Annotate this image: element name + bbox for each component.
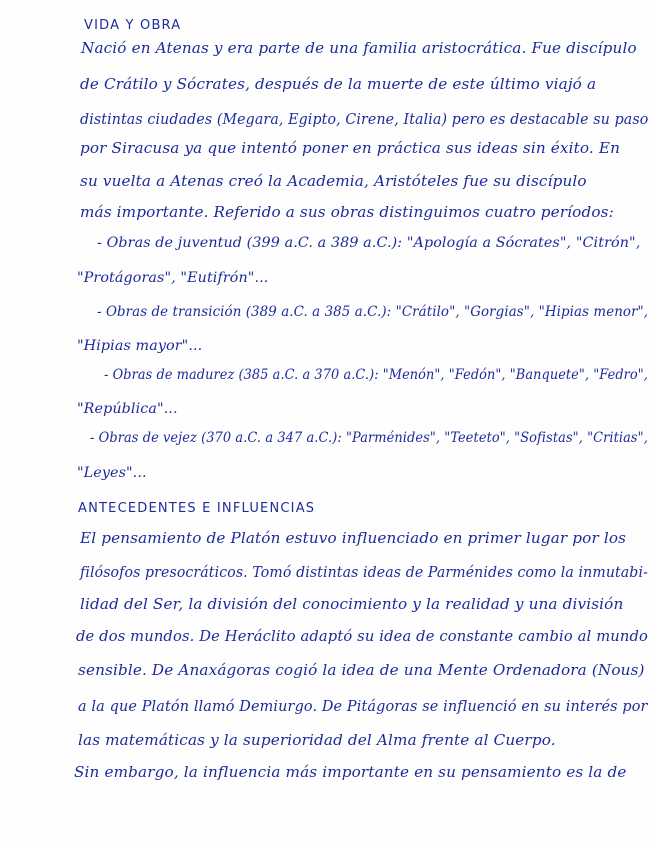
text-line: lidad del Ser, la división del conocimiento y la realidad y una división — [80, 595, 624, 613]
text-line: Nació en Atenas y era parte de una familia aristocrática. Fue discípulo — [81, 39, 637, 57]
text-line: de dos mundos. De Heráclito adaptó su idea de constante cambio al mundo — [76, 627, 648, 645]
list-item-continuation: "Hipias mayor"... — [77, 338, 203, 354]
text-line: las matemáticas y la superioridad del Alma frente al Cuerpo. — [78, 731, 556, 749]
list-item-continuation: "Leyes"... — [77, 465, 147, 481]
list-item-obras-juventud: - Obras de juventud (399 a.C. a 389 a.C.): "Apología a Sócrates", "Citrón", — [97, 235, 641, 251]
list-item-obras-transicion: - Obras de transición (389 a.C. a 385 a.C.): "Crátilo", "Gorgias", "Hipias menor", — [97, 304, 649, 320]
list-item-obras-vejez: - Obras de vejez (370 a.C. a 347 a.C.): "Parménides", "Teeteto", "Sofistas", "Critias", — [90, 430, 648, 446]
section-heading-antecedentes: ANTECEDENTES E INFLUENCIAS — [78, 501, 316, 516]
text-line: filósofos presocráticos. Tomó distintas ideas de Parménides como la inmutabi- — [80, 563, 648, 581]
list-item-continuation: "Protágoras", "Eutifrón"... — [77, 270, 269, 286]
text-line: más importante. Referido a sus obras distinguimos cuatro períodos: — [80, 203, 614, 221]
list-item-obras-madurez: - Obras de madurez (385 a.C. a 370 a.C.): "Menón", "Fedón", "Banquete", "Fedro", — [104, 367, 648, 383]
text-line: de Crátilo y Sócrates, después de la muerte de este último viajó a — [80, 75, 597, 93]
text-line: sensible. De Anaxágoras cogió la idea de una Mente Ordenadora (Nous) — [78, 661, 645, 679]
section-heading-vida-y-obra: VIDA Y OBRA — [84, 18, 182, 33]
text-line: El pensamiento de Platón estuvo influenciado en primer lugar por los — [80, 529, 627, 547]
list-item-continuation: "República"... — [77, 401, 178, 417]
text-line: distintas ciudades (Megara, Egipto, Cirene, Italia) pero es destacable su paso — [80, 110, 649, 128]
text-line: a la que Platón llamó Demiurgo. De Pitágoras se influenció en su interés por — [78, 697, 648, 715]
text-line: su vuelta a Atenas creó la Academia, Aristóteles fue su discípulo — [80, 172, 587, 190]
text-line: por Siracusa ya que intentó poner en práctica sus ideas sin éxito. En — [80, 139, 621, 157]
text-line: Sin embargo, la influencia más importante en su pensamiento es la de — [74, 763, 627, 781]
